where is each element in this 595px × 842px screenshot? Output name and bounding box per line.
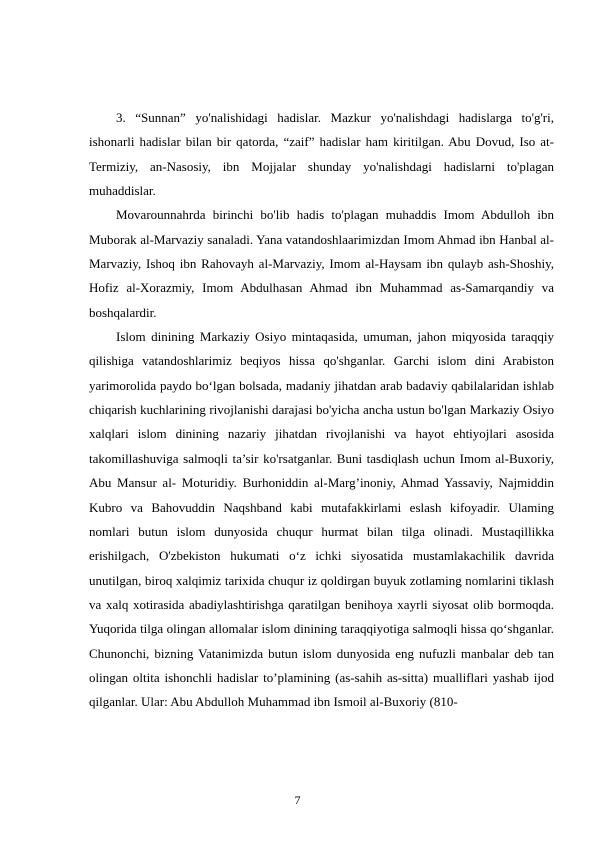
paragraph-sunnan-hadiths: 3. “Sunnan” yo'nalishidagi hadislar. Mazkur yo'nalishdagi hadislarga to'g'ri, ishonarli hadislar bilan bir qatorda, “zaif” hadislar ham kiritilgan. Abu Dovud, Iso at-Termiziy, an-Nasosiy, ibn Mojjalar shunday yo'nalishdagi hadislarni to'plagan muhaddislar. <box>89 110 554 199</box>
page-number: 7 <box>294 793 301 807</box>
body-text <box>89 106 554 715</box>
paragraph-islam-central-asia: Islom dinining Markaziy Osiyo mintaqasida, umuman, jahon miqyosida taraqqiy qilishiga vatandoshlarimiz beqiyos hissa qo'shganlar. Garchi islom dini Arabiston yarimorolida paydo bo‘lgan bolsada, madaniy jihatdan arab badaviy qabilalaridan ishlab chiqarish kuchlarining rivojlanishi darajasi bo'yicha ancha ustun bo'lgan Markaziy Osiyo xalqlari islom dinining nazariy jihatdan rivojlanishi va hayot ehtiyojlari asosida takomillashuviga salmoqli ta’sir ko'rsatganlar. Buni tasdiqlash uchun Imom al-Buxoriy, Abu Mansur al- Moturidiy. Burhoniddin al-Marg’inoniy, Ahmad Yassaviy, Najmiddin Kubro va Bahovuddin Naqshband kabi mutafakkirlami eslash kifoyadir. Ulaming nomlari butun islom dunyosida chuqur hurmat bilan tilga olinadi. Mustaqillikka erishilgach, O'zbekiston hukumati o‘z ichki siyosatida mustamlakachilik davrida unutilgan, biroq xalqimiz tarixida chuqur iz qoldirgan buyuk zotlaming nomlarini tiklash va xalq xotirasida abadiylashtirishga qaratilgan benihoya xayrli siyosat olib bormoqda. Yuqorida tilga olingan allomalar islom dinining taraqqiyotiga salmoqli hissa qo‘shganlar. Chunonchi, bizning Vatanimizda butun islom dunyosida eng nufuzli manbalar deb tan olingan oltita ishonchli hadislar to’plamining (as-sahih as-sitta) mualliflari yashab ijod qilganlar. Ular: Abu Abdulloh Muhammad ibn Ismoil al-Buxoriy (810- <box>89 329 554 710</box>
paragraph-movarounnahr-muhaddis: Movarounnahrda birinchi bo'lib hadis to'plagan muhaddis Imom Abdulloh ibn Muborak al-Marvaziy sanaladi. Yana vatandoshlaarimizdan Imom Ahmad ibn Hanbal al-Marvaziy, Ishoq ibn Rahovayh al-Marvaziy, Imom al-Haysam ibn qulayb ash-Shoshiy, Hofiz al-Xorazmiy, Imom Abdulhasan Ahmad ibn Muhammad as-Samarqandiy va boshqalardir. <box>89 207 554 320</box>
